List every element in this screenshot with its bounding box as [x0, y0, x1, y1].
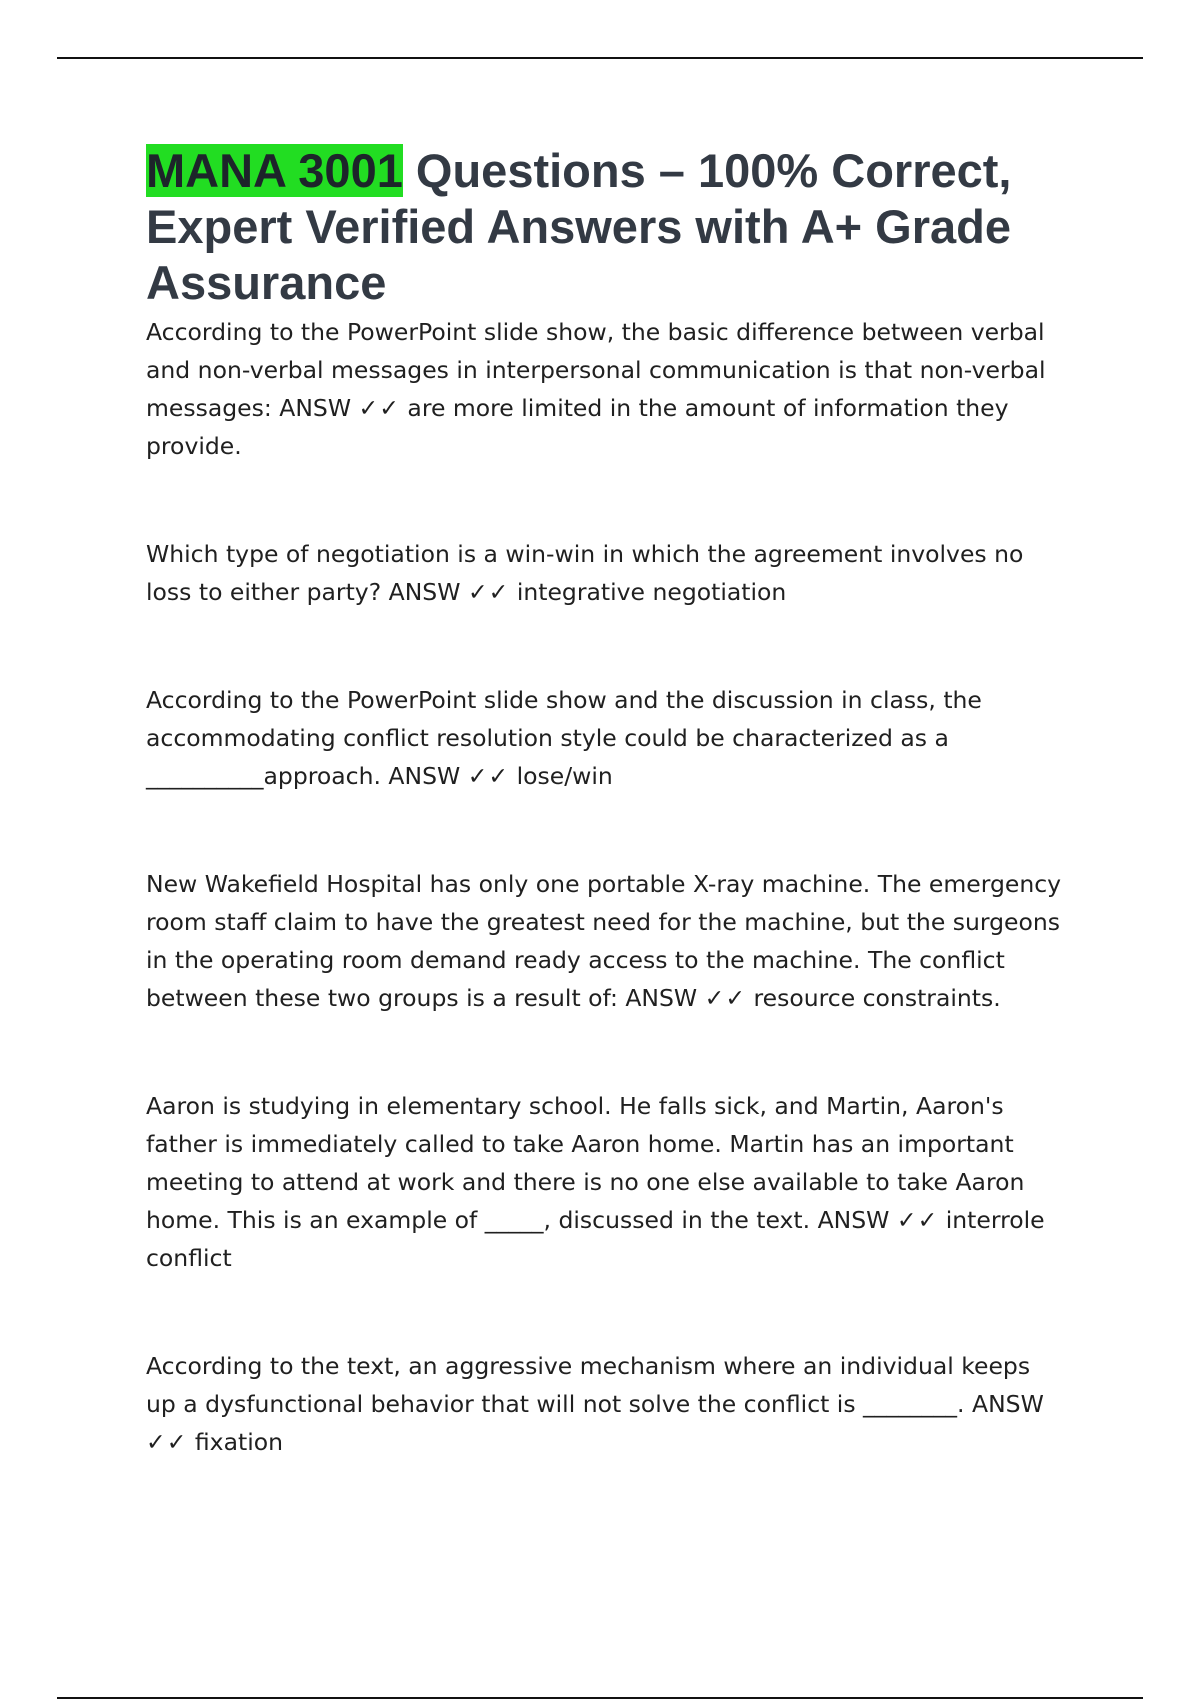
- double-check-icon: ✓✓: [358, 394, 400, 422]
- qa-item-2: [146, 535, 1066, 611]
- double-check-icon: ✓✓: [467, 762, 510, 790]
- answer-marker: ANSW: [972, 1390, 1044, 1418]
- qa-item-1: [146, 313, 1066, 465]
- qa-item-4: [146, 865, 1066, 1017]
- double-check-icon: ✓✓: [146, 1428, 188, 1456]
- title-text: Questions – 100% Correct, Expert Verified Answers with A+ Grade Assurance: [146, 144, 1012, 309]
- footer-rule: [57, 1697, 1143, 1699]
- double-check-icon: ✓✓: [704, 984, 747, 1012]
- answer-text: lose/win: [516, 762, 613, 790]
- question-text: According to the PowerPoint slide show and the discussion in class, the accommodating conflict resolution style could be characterized as a __________approach.: [146, 686, 982, 790]
- answer-marker: ANSW: [388, 578, 461, 606]
- answer-marker: ANSW: [817, 1206, 890, 1234]
- answer-text: fixation: [194, 1428, 283, 1456]
- qa-item-5: [146, 1087, 1066, 1277]
- answer-marker: ANSW: [388, 762, 461, 790]
- header-rule: [57, 57, 1143, 59]
- answer-marker: ANSW: [279, 394, 352, 422]
- question-text: Which type of negotiation is a win-win in which the agreement involves no loss to either party?: [146, 540, 1024, 606]
- question-text: Aaron is studying in elementary school. He falls sick, and Martin, Aaron's father is immediately called to take Aaron home. Martin has an important meeting to attend at work and there is no one else available to take Aaron home. This is an example of _____, discussed in the text.: [146, 1092, 1025, 1234]
- question-text: According to the text, an aggressive mechanism where an individual keeps up a dysfunctional behavior that will not solve the conflict is ________.: [146, 1352, 1031, 1418]
- qa-item-6: [146, 1347, 1066, 1461]
- answer-text: interrole conflict: [146, 1206, 1045, 1272]
- answer-text: integrative negotiation: [516, 578, 787, 606]
- qa-item-3: [146, 681, 1066, 795]
- document-body: [146, 143, 1066, 1461]
- question-text: According to the PowerPoint slide show, the basic difference between verbal and non-verbal messages in interpersonal communication is that non-verbal messages:: [146, 318, 1046, 422]
- answer-marker: ANSW: [625, 984, 698, 1012]
- answer-text: are more limited in the amount of information they provide.: [146, 394, 1009, 460]
- document-title: [146, 143, 1066, 311]
- course-code-highlight: MANA 3001: [146, 144, 403, 197]
- question-text: New Wakefield Hospital has only one portable X-ray machine. The emergency room staff claim to have the greatest need for the machine, but the surgeons in the operating room demand ready access to the machine. The conflict between these two groups is a result of:: [146, 870, 1062, 1012]
- answer-text: resource constraints.: [753, 984, 1001, 1012]
- double-check-icon: ✓✓: [896, 1206, 939, 1234]
- double-check-icon: ✓✓: [467, 578, 510, 606]
